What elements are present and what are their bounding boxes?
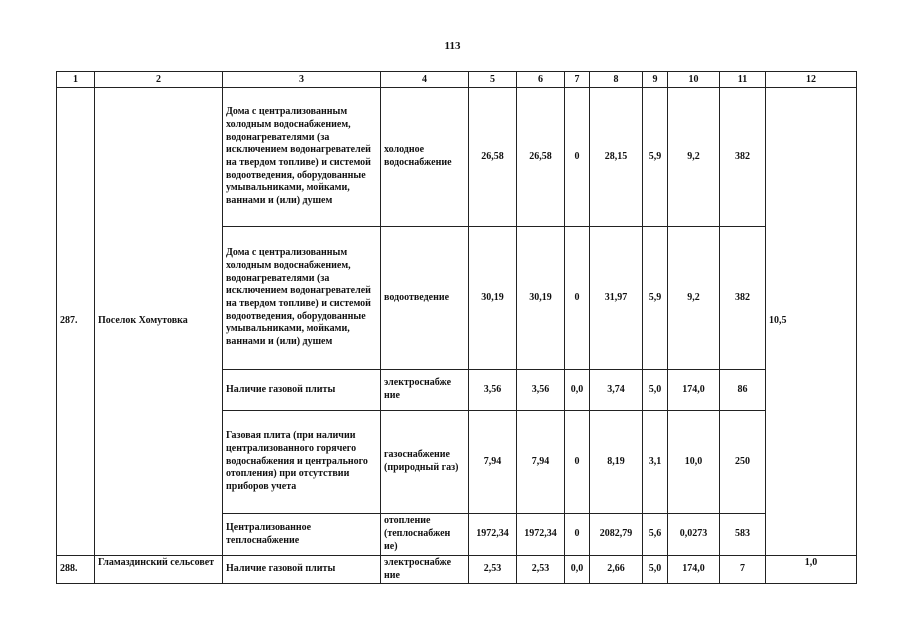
value-cell: 0,0273 (668, 514, 720, 556)
coefficient-cell: 10,5 (766, 88, 857, 556)
column-header: 10 (668, 72, 720, 88)
value-cell: 0 (565, 227, 590, 370)
column-header: 9 (643, 72, 668, 88)
utility-service: отопление (теплоснабжен ие) (381, 514, 469, 556)
housing-description: Централизованное теплоснабжение (223, 514, 381, 556)
value-cell: 3,56 (517, 370, 565, 411)
settlement-name: Гламаздинский сельсовет (95, 556, 223, 584)
housing-description: Наличие газовой плиты (223, 370, 381, 411)
utility-service: газоснабжение (природный газ) (381, 411, 469, 514)
value-cell: 7 (720, 556, 766, 584)
value-cell: 86 (720, 370, 766, 411)
column-header: 2 (95, 72, 223, 88)
value-cell: 8,19 (590, 411, 643, 514)
value-cell: 5,0 (643, 370, 668, 411)
value-cell: 5,0 (643, 556, 668, 584)
utility-service: электроснабже ние (381, 370, 469, 411)
value-cell: 0,0 (565, 556, 590, 584)
column-header: 7 (565, 72, 590, 88)
housing-description: Дома с централизованным холодным водоснабжением, водонагревателями (за исключением водонагревателей на твердом топливе) и системой водоотведения, оборудованные умывальниками, мойками, ваннами и (или) душем (223, 88, 381, 227)
settlement-name: Поселок Хомутовка (95, 88, 223, 556)
column-header: 11 (720, 72, 766, 88)
value-cell: 5,6 (643, 514, 668, 556)
housing-description: Дома с централизованным холодным водоснабжением, водонагревателями (за исключением водонагревателей на твердом топливе) и системой водоотведения, оборудованные умывальниками, мойками, ваннами и (или) душем (223, 227, 381, 370)
value-cell: 174,0 (668, 370, 720, 411)
page-number: 113 (444, 40, 461, 52)
coefficient-cell: 1,0 (766, 556, 857, 584)
value-cell: 174,0 (668, 556, 720, 584)
table-row (57, 88, 857, 227)
tariff-table (56, 71, 857, 584)
value-cell: 30,19 (517, 227, 565, 370)
value-cell: 30,19 (469, 227, 517, 370)
utility-service: водоотведение (381, 227, 469, 370)
column-header: 5 (469, 72, 517, 88)
value-cell: 3,74 (590, 370, 643, 411)
column-header: 8 (590, 72, 643, 88)
table-row (57, 556, 857, 584)
row-number: 287. (57, 88, 95, 556)
value-cell: 5,9 (643, 88, 668, 227)
column-header: 6 (517, 72, 565, 88)
value-cell: 26,58 (469, 88, 517, 227)
column-header: 3 (223, 72, 381, 88)
housing-description: Наличие газовой плиты (223, 556, 381, 584)
row-number: 288. (57, 556, 95, 584)
value-cell: 1972,34 (469, 514, 517, 556)
value-cell: 0 (565, 88, 590, 227)
column-header: 4 (381, 72, 469, 88)
value-cell: 9,2 (668, 227, 720, 370)
value-cell: 2082,79 (590, 514, 643, 556)
header-row (57, 72, 857, 88)
utility-service: электроснабже ние (381, 556, 469, 584)
value-cell: 2,66 (590, 556, 643, 584)
utility-service: холодное водоснабжение (381, 88, 469, 227)
value-cell: 5,9 (643, 227, 668, 370)
value-cell: 3,56 (469, 370, 517, 411)
value-cell: 2,53 (517, 556, 565, 584)
value-cell: 0,0 (565, 370, 590, 411)
value-cell: 28,15 (590, 88, 643, 227)
value-cell: 0 (565, 514, 590, 556)
value-cell: 9,2 (668, 88, 720, 227)
column-header: 12 (766, 72, 857, 88)
value-cell: 7,94 (469, 411, 517, 514)
value-cell: 26,58 (517, 88, 565, 227)
value-cell: 7,94 (517, 411, 565, 514)
value-cell: 0 (565, 411, 590, 514)
value-cell: 31,97 (590, 227, 643, 370)
column-header: 1 (57, 72, 95, 88)
value-cell: 2,53 (469, 556, 517, 584)
value-cell: 10,0 (668, 411, 720, 514)
value-cell: 382 (720, 88, 766, 227)
value-cell: 382 (720, 227, 766, 370)
housing-description: Газовая плита (при наличии централизованного горячего водоснабжения и центрального отопления) при отсутствии приборов учета (223, 411, 381, 514)
value-cell: 583 (720, 514, 766, 556)
value-cell: 1972,34 (517, 514, 565, 556)
value-cell: 250 (720, 411, 766, 514)
value-cell: 3,1 (643, 411, 668, 514)
